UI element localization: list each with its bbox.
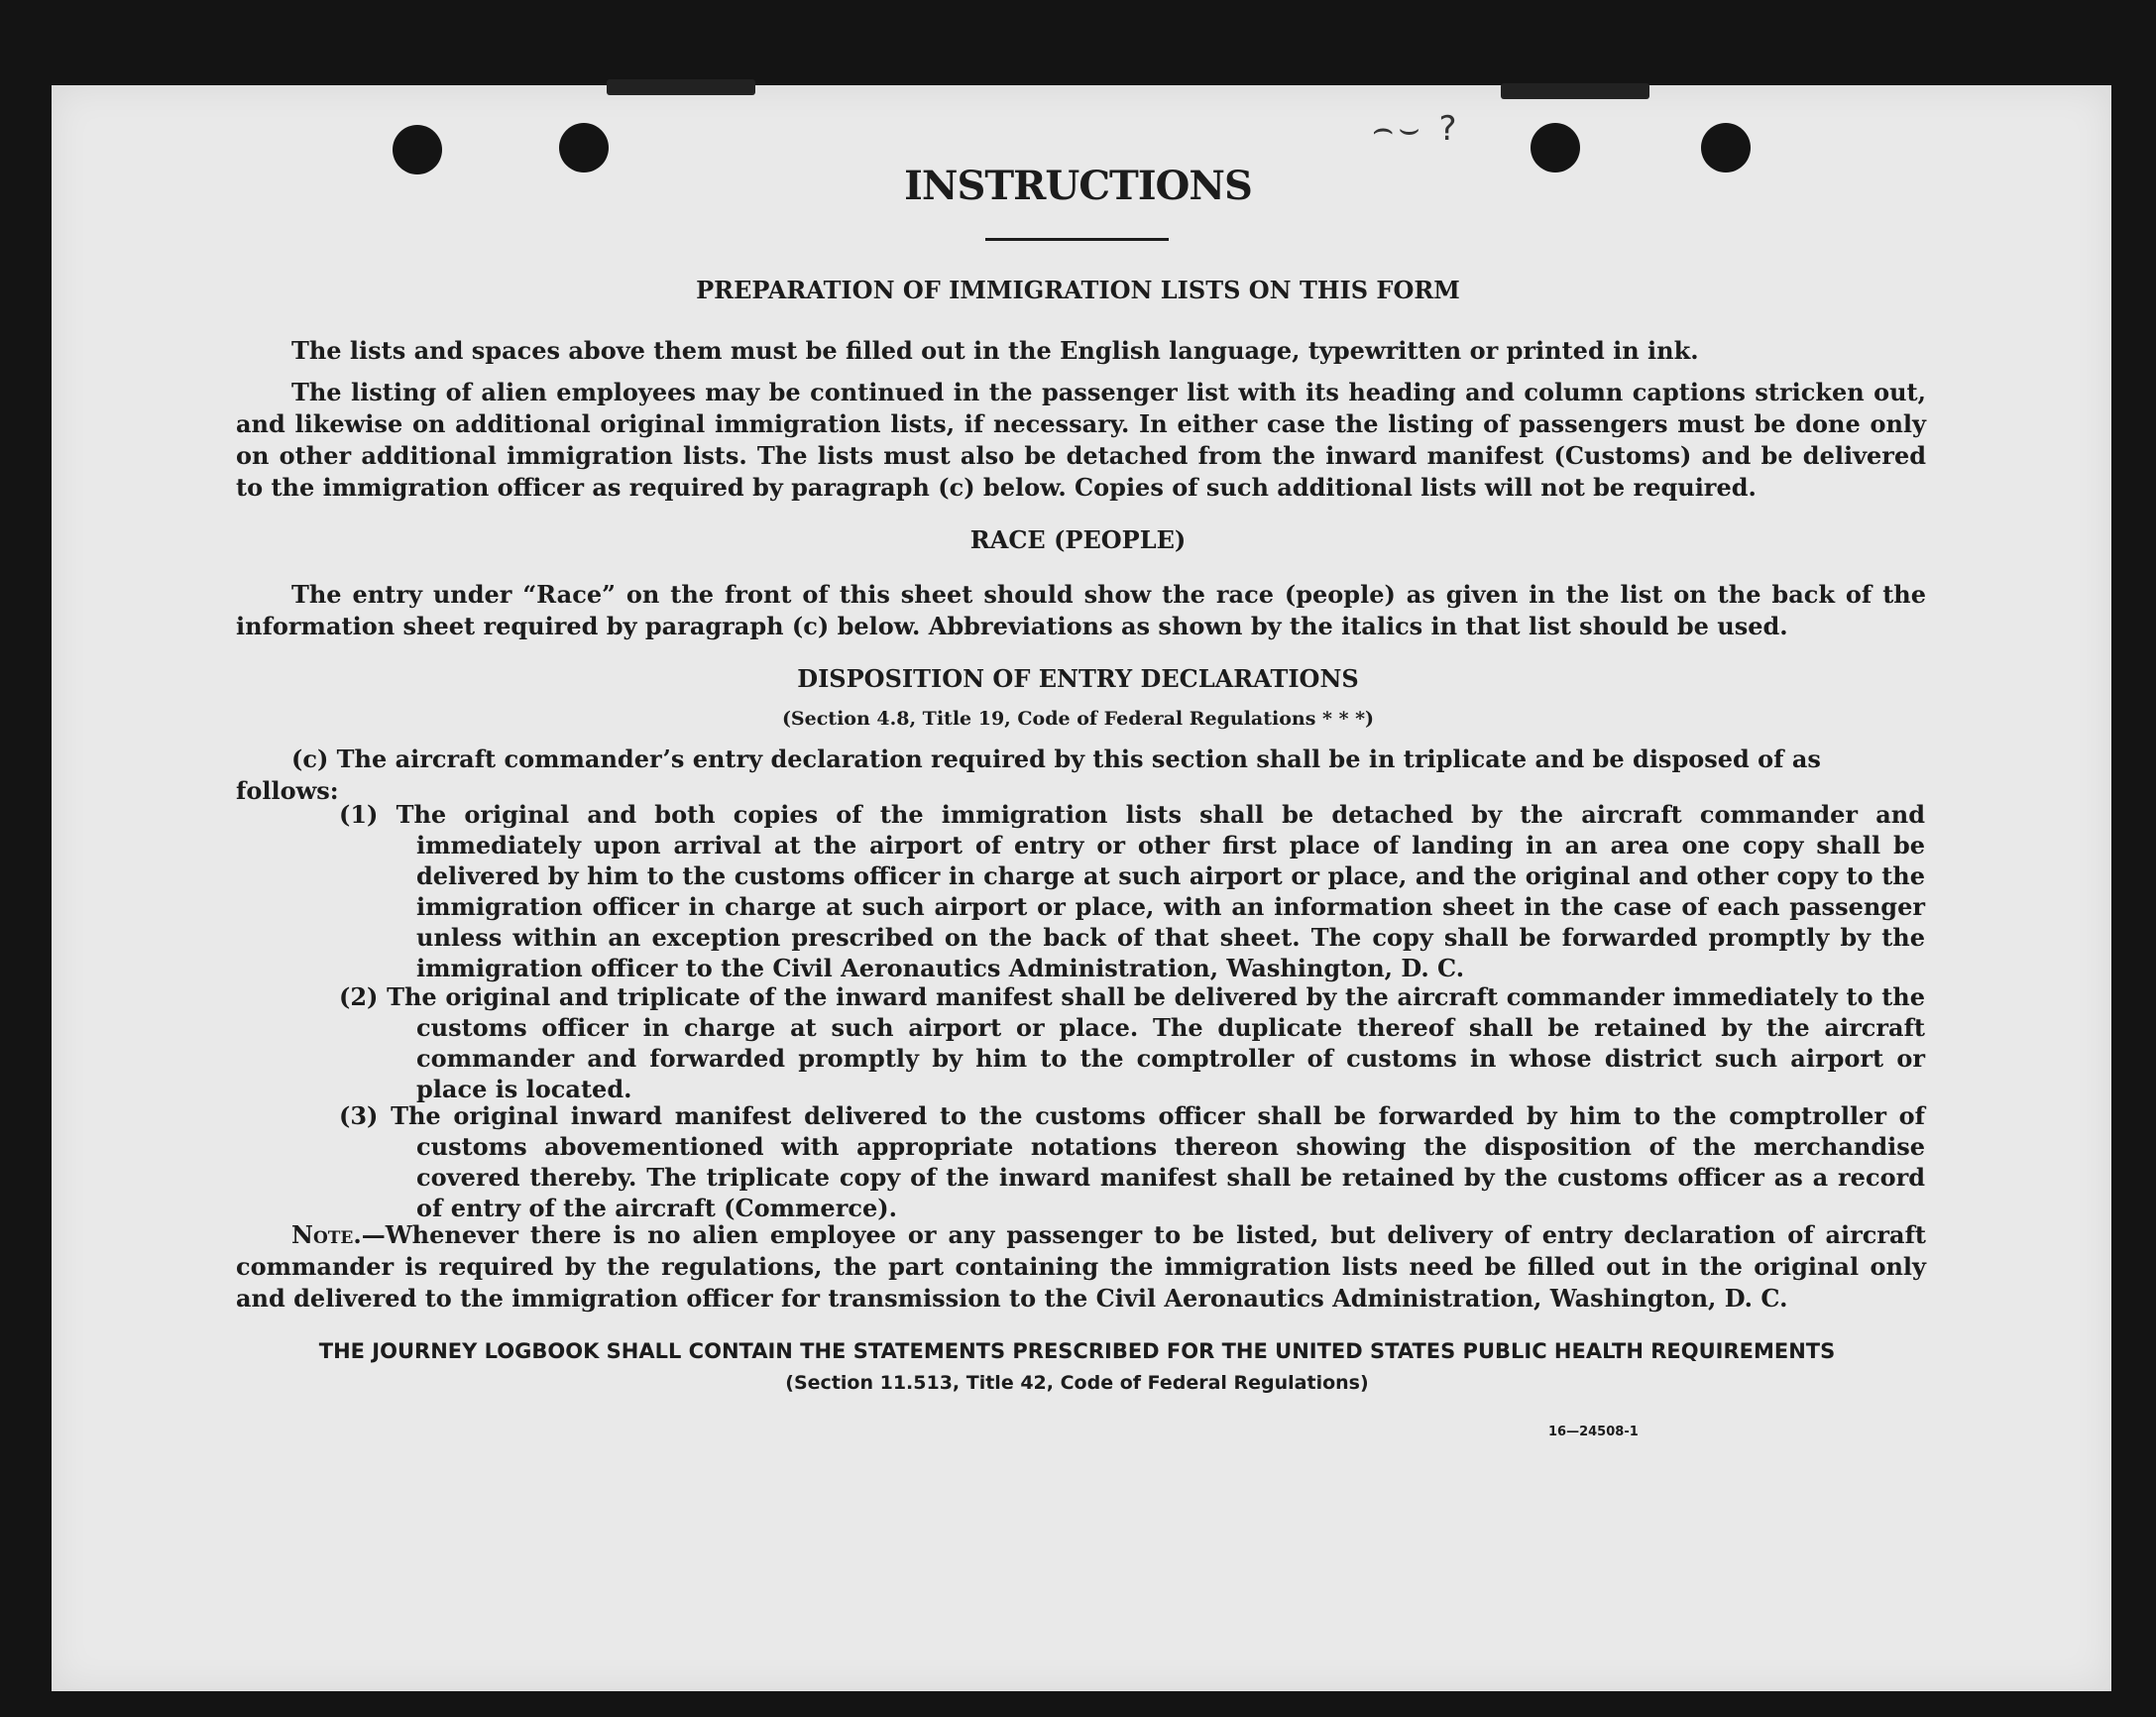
section-heading-disposition: DISPOSITION OF ENTRY DECLARATIONS — [797, 664, 1359, 693]
form-number: 16—24508-1 — [1548, 1425, 1639, 1439]
note-paragraph — [236, 1219, 1926, 1315]
paragraph-race: The entry under “Race” on the front of this sheet should show the race (people) as given in the list on the back of the information sheet required by paragraph (c) below. Abbreviations as shown by the italics in that list should be used. — [236, 580, 1926, 640]
handwritten-mark: ⌢⌣ ? — [1372, 109, 1461, 149]
section-heading-preparation: PREPARATION OF IMMIGRATION LISTS ON THIS FORM — [696, 276, 1460, 304]
paragraph-alien-employees: The listing of alien employees may be continued in the passenger list with its heading and column captions stricken out, and likewise on additional original immigration lists, if necessary. In either case the listing of passengers must be done only on other additional immigration lists. The lists must also be detached from the inward manifest (Customs) and be delivered to the immigration officer as required by paragraph (c) below. Copies of such additional lists will not be required. — [236, 378, 1926, 502]
footer-citation: (Section 11.513, Title 42, Code of Federal Regulations) — [785, 1372, 1369, 1394]
note-label: Note. — [291, 1220, 362, 1249]
note-text: —Whenever there is no alien employee or any passenger to be listed, but delivery of entry declaration of aircraft commander is required by the regulations, the part containing the immigration lists need be filled out in the original only and delivered to the immigration officer for transmission to the Civil Aeronautics Administration, Washington, D. C. — [236, 1220, 1926, 1313]
page-title: INSTRUCTIONS — [904, 163, 1252, 209]
list-item-2: (2) The original and triplicate of the inward manifest shall be delivered by the aircraft commander immediately to the customs officer in charge at such airport or place. The duplicate thereof shall be retained by the aircraft commander and forwarded promptly by him to the comptroller of customs in whose district such airport or place is located. — [339, 982, 1925, 1103]
section-heading-race: RACE (PEOPLE) — [969, 525, 1187, 554]
list-item-3: (3) The original inward manifest delivered to the customs officer shall be forwarded by him to the comptroller of customs abovementioned with appropriate notations thereon showing the disposition of the merchandise covered thereby. The triplicate copy of the inward manifest shall be retained by the customs officer as a record of entry of the aircraft (Commerce). — [339, 1101, 1925, 1222]
tape-mark-right — [1501, 83, 1649, 99]
tape-mark-left — [607, 79, 755, 95]
citation-section-4-8: (Section 4.8, Title 19, Code of Federal Regulations * * *) — [781, 708, 1375, 730]
title-underline — [985, 238, 1169, 241]
list-item-1: (1) The original and both copies of the immigration lists shall be detached by the aircraft commander and immediately upon arrival at the airport of entry or other first place of landing in an area one copy shall be delivered by him to the customs officer in charge at such airport or place, and the original and other copy to the immigration officer in charge at such airport or place, with an information sheet in the case of each passenger unless within an exception prescribed on the back of that sheet. The copy shall be forwarded promptly by the immigration officer to the Civil Aeronautics Administration, Washington, D. C. — [339, 800, 1925, 982]
footer-requirement: THE JOURNEY LOGBOOK SHALL CONTAIN THE STATEMENTS PRESCRIBED FOR THE UNITED STATES PUBLIC HEALTH REQUIREMENTS — [318, 1339, 1836, 1363]
paragraph-c-intro: (c) The aircraft commander’s entry declaration required by this section shall be in triplicate and be disposed of as follows: — [236, 744, 1821, 805]
paragraph-language: The lists and spaces above them must be filled out in the English language, typewritten or printed in ink. — [291, 336, 1699, 365]
